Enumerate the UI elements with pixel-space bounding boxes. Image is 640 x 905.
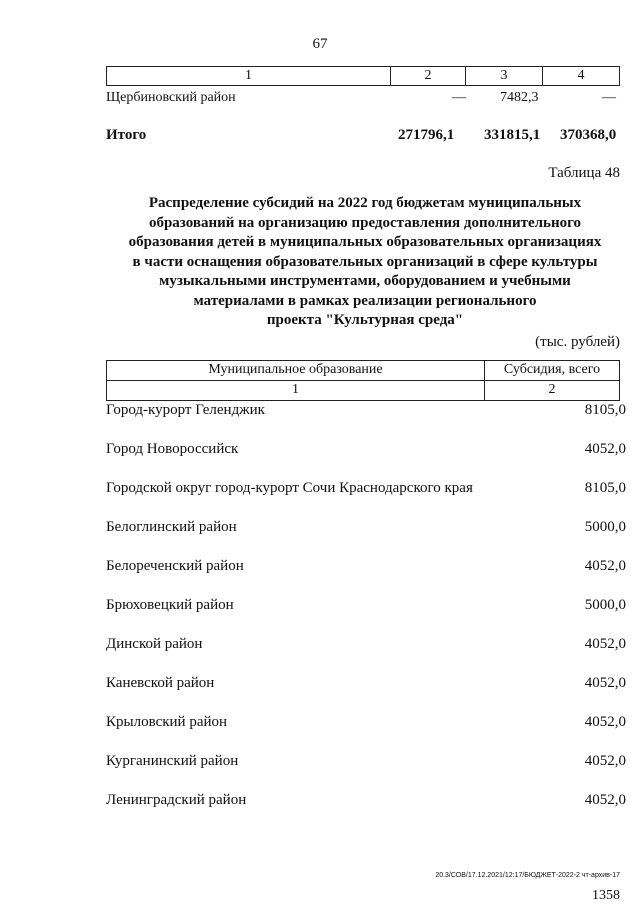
table-row <box>106 675 626 695</box>
table-row <box>106 558 626 578</box>
row-value: 4052,0 <box>584 675 626 691</box>
title-line: образования детей в муниципальных образовательных организациях <box>128 234 602 250</box>
row-value: 4052,0 <box>584 558 626 574</box>
total-c4: 370368,0 <box>560 127 617 143</box>
title-line: образований на организацию предоставления дополнительного <box>148 214 582 231</box>
row-value: 4052,0 <box>584 753 626 769</box>
table-label: Таблица 48 <box>548 165 620 181</box>
table-row <box>106 441 626 461</box>
page-number: 67 <box>312 36 328 52</box>
row-name: Белоглинский район <box>106 519 237 535</box>
row-value: 4052,0 <box>584 714 626 730</box>
prev-row-c2: — <box>452 90 466 105</box>
total-label: Итого <box>106 127 147 143</box>
title-line: музыкальными инструментами, оборудованием и учебными <box>159 273 571 289</box>
table-row <box>106 636 626 656</box>
prev-col-3: 3 <box>466 67 543 85</box>
prev-row-c3: 7482,3 <box>500 90 539 105</box>
units-note: (тыс. рублей) <box>535 334 620 350</box>
row-name: Крыловский район <box>106 714 228 730</box>
prev-row-c4: — <box>602 90 616 105</box>
row-value: 8105,0 <box>584 480 626 496</box>
row-name: Курганинский район <box>106 753 239 769</box>
row-name: Каневской район <box>106 675 215 691</box>
row-name: Динской район <box>106 636 203 652</box>
title-line: проекта "Культурная среда" <box>266 312 464 328</box>
footer-stamp: 20.3/СОВ/17.12.2021/12:17/БЮДЖЕТ-2022-2 чт-архив-17 <box>435 872 620 879</box>
prev-col-1: 1 <box>107 67 391 85</box>
table-header <box>106 360 620 401</box>
table-row <box>106 753 626 773</box>
row-value: 4052,0 <box>584 636 626 652</box>
header-subsidy: Субсидия, всего <box>503 362 601 377</box>
row-name: Город Новороссийск <box>106 441 239 457</box>
row-name: Белореченский район <box>106 558 244 574</box>
row-value: 5000,0 <box>584 597 626 613</box>
row-name: Ленинградский район <box>106 792 247 808</box>
table-row <box>106 402 626 422</box>
row-value: 5000,0 <box>584 519 626 535</box>
row-value: 4052,0 <box>584 441 626 457</box>
colnum-municipality: 1 <box>107 381 485 400</box>
row-name: Городской округ город-курорт Сочи Краснодарского края <box>106 480 473 496</box>
row-value: 4052,0 <box>584 792 626 808</box>
prev-col-4: 4 <box>577 68 585 83</box>
table-row <box>106 480 626 500</box>
title-line: в части оснащения образовательных организаций в сфере культуры <box>132 253 598 270</box>
table-row <box>106 792 626 812</box>
total-c2: 271796,1 <box>398 127 455 143</box>
prev-table-header <box>106 66 620 86</box>
table-title <box>110 194 620 331</box>
prev-row-name: Щербиновский район <box>106 90 236 105</box>
total-c3: 331815,1 <box>484 127 541 143</box>
header-municipality: Муниципальное образование <box>107 361 485 380</box>
table-row <box>106 597 626 617</box>
table-row <box>106 519 626 539</box>
prev-col-2: 2 <box>391 67 466 85</box>
colnum-subsidy: 2 <box>548 382 556 397</box>
title-line: Распределение субсидий на 2022 год бюджетам муниципальных <box>148 195 582 211</box>
row-name: Город-курорт Геленджик <box>106 402 265 418</box>
sheet-number: 1358 <box>592 888 620 903</box>
row-value: 8105,0 <box>584 402 626 418</box>
title-line: материалами в рамках реализации регионального <box>193 292 537 309</box>
table-row <box>106 714 626 734</box>
row-name: Брюховецкий район <box>106 597 234 613</box>
